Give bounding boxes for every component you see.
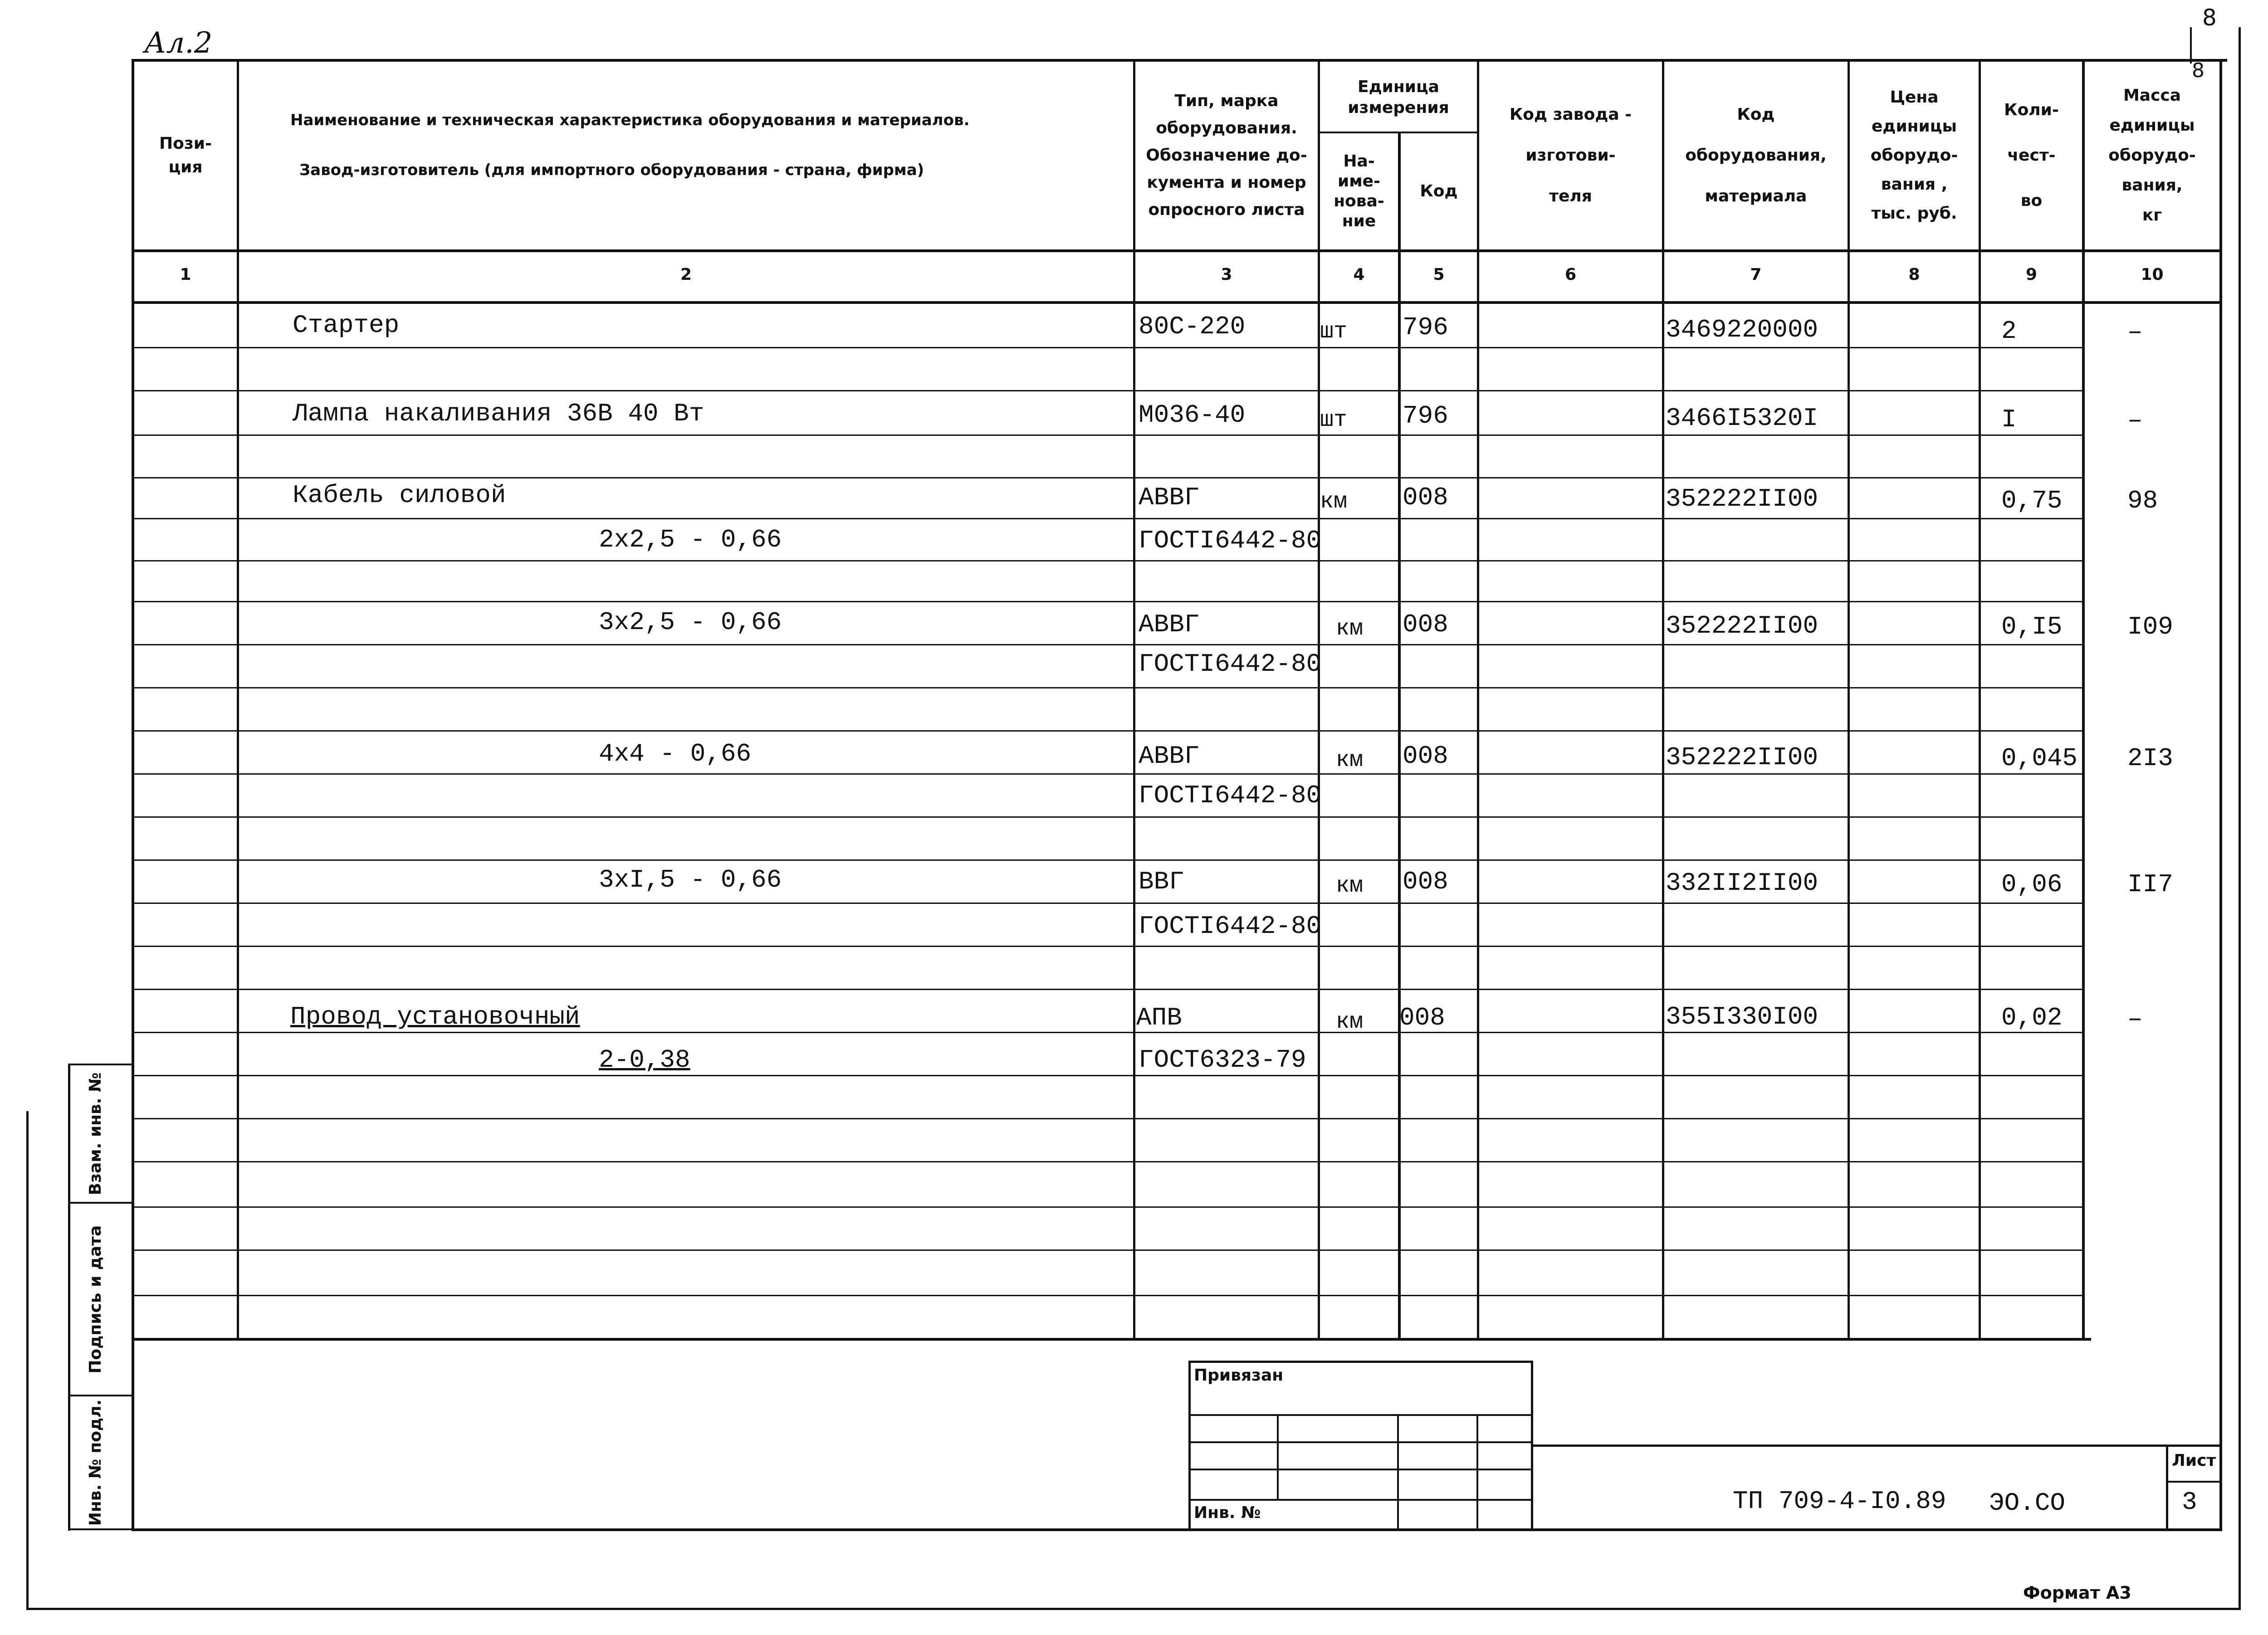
header-material-code: Код оборудования, материала bbox=[1685, 105, 1827, 205]
item-type: АВВГ bbox=[1139, 483, 1200, 512]
col-number: 7 bbox=[1750, 265, 1762, 284]
item-unit-code: 008 bbox=[1403, 610, 1448, 639]
stamp-inv-no: Инв. № bbox=[1194, 1503, 1261, 1522]
item-name: 3хI,5 - 0,66 bbox=[599, 865, 782, 894]
item-type: ВВГ bbox=[1139, 867, 1184, 896]
item-quantity: I bbox=[2001, 405, 2017, 434]
item-unit: км bbox=[1336, 747, 1364, 773]
header-price: Цена единицы оборудо- вания , тыс. руб. bbox=[1870, 88, 1958, 223]
item-unit: км bbox=[1336, 616, 1364, 642]
item-quantity: 0,I5 bbox=[2001, 612, 2063, 641]
item-mass: – bbox=[2127, 406, 2143, 435]
item-unit-code: 008 bbox=[1403, 483, 1448, 512]
item-material-code: 352222II00 bbox=[1666, 484, 1818, 513]
item-material-code: 352222II00 bbox=[1666, 611, 1818, 640]
col-number: 5 bbox=[1433, 265, 1445, 284]
header-quantity: Коли- чест- во bbox=[2004, 101, 2059, 210]
item-quantity: 2 bbox=[2001, 317, 2017, 346]
header-unit-name: На- име- нова- ние bbox=[1334, 152, 1384, 230]
sheet-number: 3 bbox=[2182, 1488, 2197, 1517]
item-mass: 2I3 bbox=[2127, 744, 2173, 773]
item-name: Стартер bbox=[293, 311, 400, 340]
item-material-code: 3469220000 bbox=[1666, 315, 1818, 344]
col-number: 1 bbox=[180, 265, 191, 284]
col-number: 6 bbox=[1564, 265, 1577, 284]
item-quantity: 0,06 bbox=[2001, 870, 2063, 899]
item-quantity: 0,045 bbox=[2001, 744, 2078, 773]
col-number: 4 bbox=[1353, 265, 1365, 284]
side-label-signature: Подпись и дата bbox=[86, 1225, 105, 1374]
item-material-code: 352222II00 bbox=[1666, 743, 1818, 772]
item-material-code: 332II2II00 bbox=[1666, 869, 1818, 898]
item-material-code: 355I330I00 bbox=[1666, 1002, 1818, 1031]
header-unit-code: Код bbox=[1420, 182, 1458, 200]
item-mass: II7 bbox=[2127, 870, 2173, 899]
item-mass: 98 bbox=[2127, 486, 2158, 515]
item-unit: км bbox=[1336, 873, 1364, 899]
header-unit-group: Единица измерения bbox=[1348, 78, 1449, 117]
item-unit: км bbox=[1336, 1009, 1364, 1035]
col-number: 10 bbox=[2141, 265, 2164, 284]
item-type: ГОСТI6442-80 bbox=[1139, 526, 1322, 555]
col-number: 2 bbox=[680, 265, 692, 284]
item-type: АВВГ bbox=[1139, 742, 1200, 771]
col-number: 8 bbox=[1908, 265, 1920, 284]
header-type: Тип, марка оборудования. Обозначение до- кумента и номер опросного листа bbox=[1146, 92, 1307, 219]
item-mass: – bbox=[2127, 317, 2143, 347]
header-factory-code: Код завода - изготови- теля bbox=[1509, 105, 1632, 205]
item-name: 2х2,5 - 0,66 bbox=[599, 525, 782, 554]
item-unit: шт bbox=[1320, 407, 1348, 433]
item-type: ГОСТI6442-80 bbox=[1139, 649, 1322, 678]
header-mass: Масса единицы оборудо- вания, кг bbox=[2108, 86, 2196, 225]
corner-mark: 8 bbox=[2202, 5, 2217, 31]
item-unit: шт bbox=[1320, 319, 1348, 345]
format-label: Формат А3 bbox=[2023, 1583, 2131, 1603]
item-unit-code: 008 bbox=[1403, 867, 1448, 896]
item-mass: I09 bbox=[2127, 612, 2173, 641]
item-name: Провод установочный bbox=[290, 1002, 580, 1031]
header-name-line2: Завод-изготовитель (для импортного оборудования - страна, фирма) bbox=[299, 161, 924, 179]
item-name: 2-0,38 bbox=[599, 1045, 690, 1074]
doc-suffix: ЭО.СО bbox=[1989, 1489, 2066, 1518]
stamp-privyazan: Привязан bbox=[1194, 1366, 1284, 1385]
doc-code: ТП 709-4-I0.89 bbox=[1733, 1487, 1946, 1516]
item-unit-code: 008 bbox=[1403, 742, 1448, 771]
item-type: ГОСТI6442-80 bbox=[1139, 781, 1322, 810]
col-number: 9 bbox=[2025, 265, 2038, 284]
item-type: ГОСТ6323-79 bbox=[1139, 1045, 1306, 1074]
item-name: 4х4 - 0,66 bbox=[599, 739, 752, 768]
item-type: ГОСТI6442-80 bbox=[1139, 912, 1322, 941]
col-number: 3 bbox=[1221, 265, 1232, 284]
header-name-line1: Наименование и техническая характеристика оборудования и материалов. bbox=[290, 111, 970, 129]
corner-page-number: 8 bbox=[2192, 59, 2204, 82]
item-material-code: 3466I5320I bbox=[1666, 404, 1818, 433]
item-quantity: 0,75 bbox=[2001, 486, 2063, 515]
sheet-label: Лист bbox=[2172, 1451, 2216, 1470]
item-unit-code: 796 bbox=[1403, 313, 1448, 342]
item-unit: км bbox=[1320, 489, 1348, 515]
item-name: Лампа накаливания 36В 40 Вт bbox=[293, 399, 704, 428]
item-quantity: 0,02 bbox=[2001, 1003, 2063, 1032]
item-unit-code: 008 bbox=[1399, 1003, 1445, 1032]
item-name: Кабель силовой bbox=[293, 481, 506, 510]
item-name: 3х2,5 - 0,66 bbox=[599, 608, 782, 637]
item-unit-code: 796 bbox=[1403, 401, 1448, 430]
item-type: АВВГ bbox=[1139, 610, 1200, 639]
header-position: Пози- ция bbox=[159, 134, 212, 176]
item-type: М036-40 bbox=[1139, 400, 1246, 429]
item-type: АПВ bbox=[1136, 1003, 1182, 1032]
item-mass: – bbox=[2127, 1005, 2143, 1034]
item-type: 80С-220 bbox=[1139, 312, 1246, 341]
page-label: Ал.2 bbox=[144, 26, 213, 60]
side-label-inventory: Инв. № подл. bbox=[86, 1399, 105, 1526]
side-label-vzam: Взам. инв. № bbox=[86, 1072, 105, 1196]
